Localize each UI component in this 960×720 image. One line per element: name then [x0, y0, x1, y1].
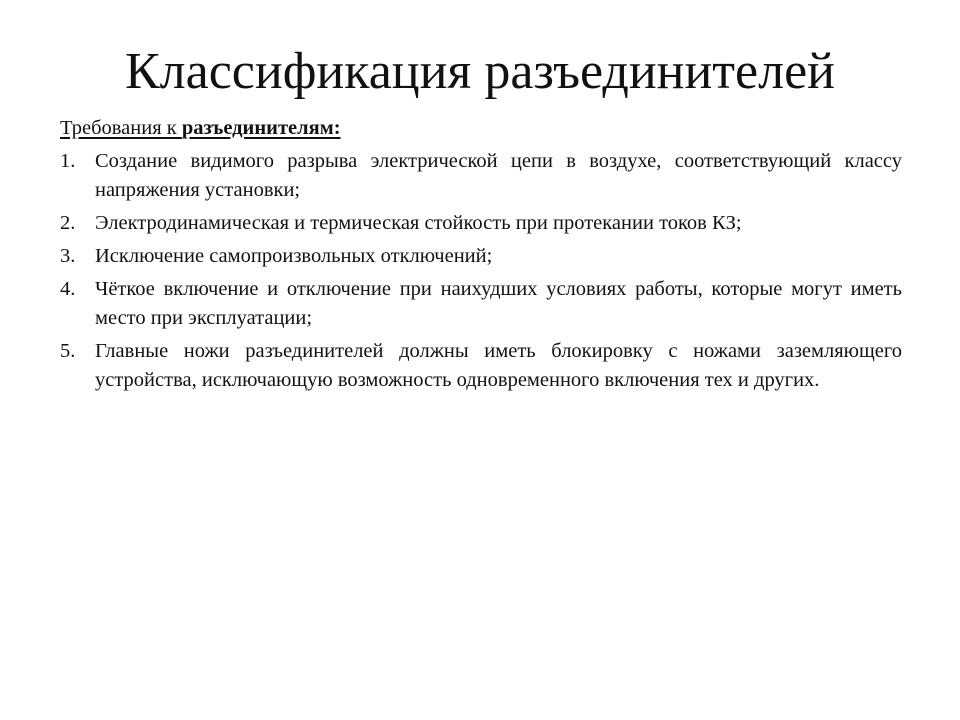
list-item-number: 5.: [60, 340, 76, 362]
intro-prefix: Требования к: [60, 117, 182, 139]
list-item-number: 4.: [60, 278, 76, 300]
slide-title: Классификация разъединителей: [125, 43, 835, 100]
list-item: [60, 209, 902, 238]
requirements-list: [60, 147, 902, 395]
list-item: [60, 275, 902, 333]
list-item-text: Чёткое включение и отключение при наихудших условиях работы, которые могут иметь место при эксплуатации;: [95, 278, 902, 329]
list-item-text: Создание видимого разрыва электрической цепи в воздухе, соответствующий классу напряжения установки;: [95, 150, 902, 201]
list-item-number: 2.: [60, 212, 76, 234]
list-item-text: Электродинамическая и термическая стойкость при протекании токов КЗ;: [95, 212, 742, 234]
list-item-number: 1.: [60, 150, 76, 172]
list-item: [60, 147, 902, 205]
list-item-text: Главные ножи разъединителей должны иметь блокировку с ножами заземляющего устройства, исключающую возможность одновременного включения тех и других.: [95, 340, 902, 391]
slide-content: [60, 114, 902, 399]
list-item: [60, 337, 902, 395]
list-item-text: Исключение самопроизвольных отключений;: [95, 245, 493, 267]
list-item: [60, 242, 902, 271]
requirements-intro: [60, 114, 902, 143]
intro-emphasis: разъединителям:: [181, 117, 341, 139]
list-item-number: 3.: [60, 245, 76, 267]
